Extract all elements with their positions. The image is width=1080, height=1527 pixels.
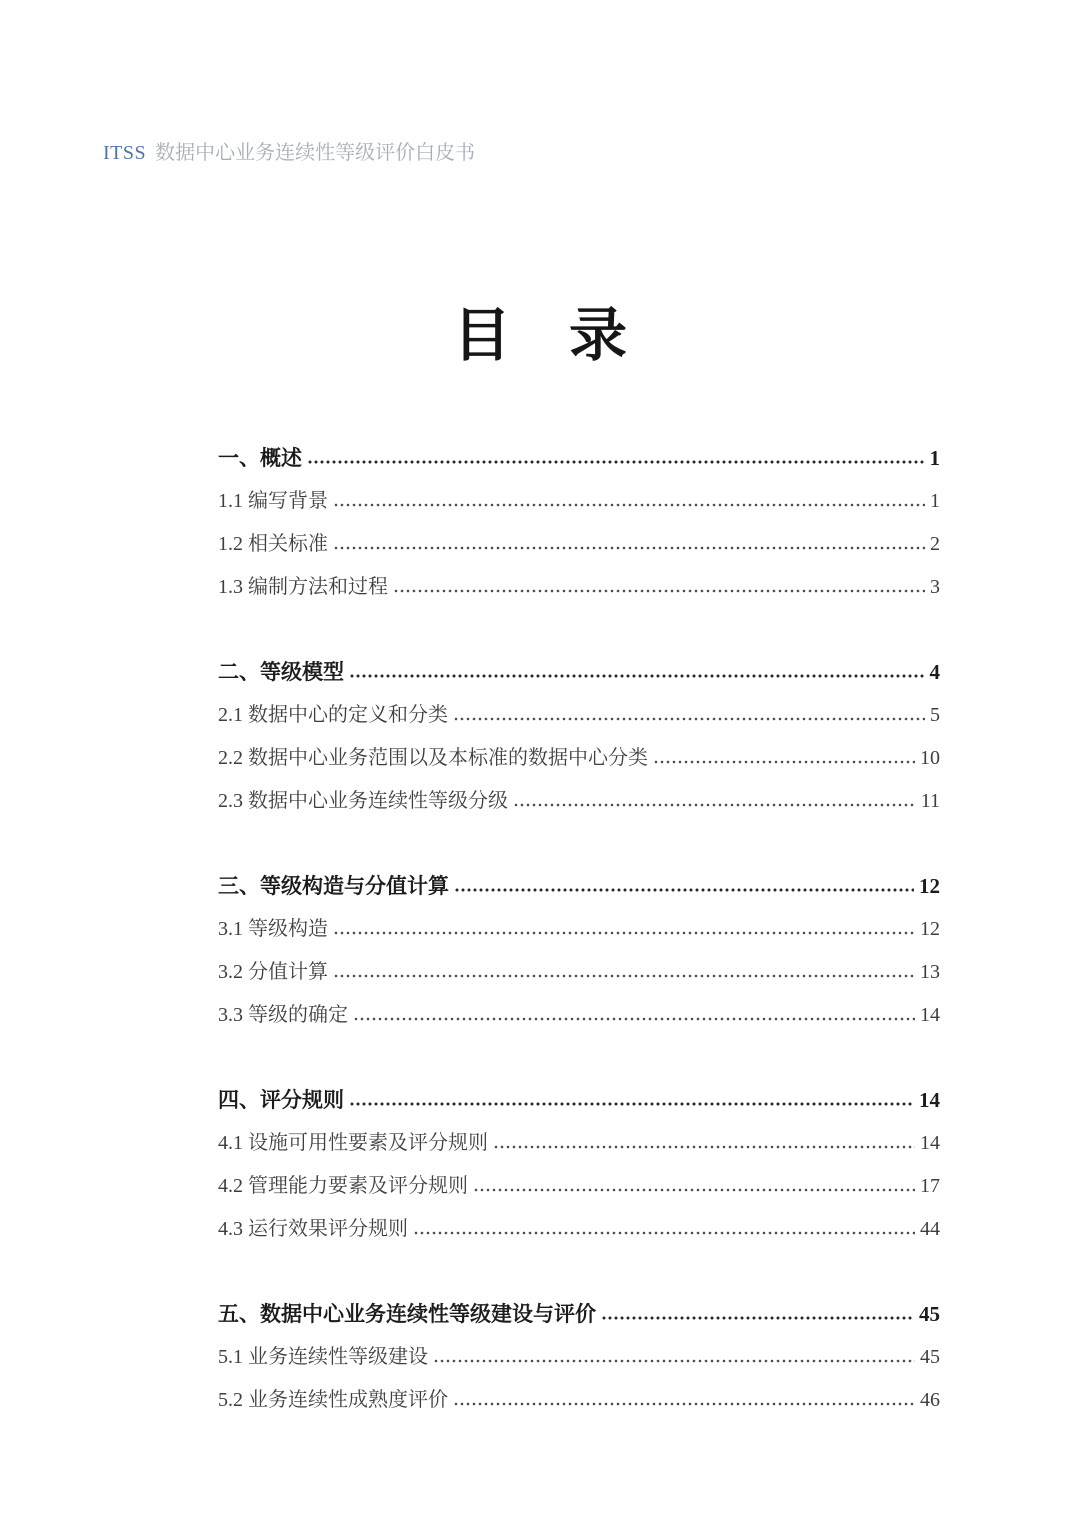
toc-entry-label: 1.3 编制方法和过程	[218, 576, 388, 598]
dot-leader	[414, 1231, 915, 1235]
toc-entry-page: 2	[930, 533, 940, 555]
toc-entry	[218, 471, 940, 514]
toc-section-heading	[218, 1070, 940, 1113]
section-gap	[218, 814, 940, 856]
toc-entry-label: 2.3 数据中心业务连续性等级分级	[218, 790, 508, 812]
toc-entry	[218, 1156, 940, 1199]
dot-leader	[494, 1145, 915, 1149]
toc-entry-page: 3	[930, 576, 940, 598]
dot-leader	[454, 717, 925, 721]
toc-entry-label: 一、概述	[218, 445, 302, 470]
toc-entry-page: 4	[929, 659, 940, 684]
dot-leader	[308, 460, 925, 464]
toc-entry	[218, 1113, 940, 1156]
toc-entry	[218, 942, 940, 985]
dot-leader	[434, 1359, 915, 1363]
toc-entry	[218, 685, 940, 728]
page-title: 目 录	[452, 303, 627, 368]
toc-entry	[218, 985, 940, 1028]
toc-entry-page: 1	[930, 490, 940, 512]
toc-entry-label: 4.3 运行效果评分规则	[218, 1218, 408, 1240]
toc-entry-label: 3.2 分值计算	[218, 961, 328, 983]
toc-entry-page: 5	[930, 704, 940, 726]
section-gap	[218, 1028, 940, 1070]
toc-entry-label: 4.1 设施可用性要素及评分规则	[218, 1132, 488, 1154]
toc-entry	[218, 1327, 940, 1370]
dot-leader	[514, 803, 916, 807]
toc-entry	[218, 899, 940, 942]
toc-entry-label: 四、评分规则	[218, 1087, 344, 1112]
toc-entry-page: 45	[919, 1301, 940, 1326]
dot-leader	[334, 974, 915, 978]
dot-leader	[350, 1102, 914, 1106]
toc-entry-label: 二、等级模型	[218, 659, 344, 684]
toc-entry-page: 17	[920, 1175, 940, 1197]
toc-entry-label: 1.2 相关标准	[218, 533, 328, 555]
header-title: 数据中心业务连续性等级评价白皮书	[155, 142, 476, 164]
toc-entry-page: 14	[920, 1132, 940, 1154]
toc-entry-label: 2.2 数据中心业务范围以及本标准的数据中心分类	[218, 747, 648, 769]
toc-entry-page: 1	[929, 445, 940, 470]
toc-entry-label: 三、等级构造与分值计算	[218, 873, 449, 898]
toc-section-heading	[218, 1284, 940, 1327]
toc-entry-page: 45	[920, 1346, 940, 1368]
document-header	[103, 136, 475, 165]
toc-entry	[218, 1199, 940, 1242]
toc-entry-page: 44	[920, 1218, 940, 1240]
toc-entry-page: 10	[920, 747, 940, 769]
dot-leader	[474, 1188, 915, 1192]
toc-entry	[218, 514, 940, 557]
toc-entry	[218, 771, 940, 814]
toc-entry-label: 4.2 管理能力要素及评分规则	[218, 1175, 468, 1197]
dot-leader	[455, 888, 914, 892]
dot-leader	[602, 1316, 914, 1320]
toc-entry-label: 3.1 等级构造	[218, 918, 328, 940]
dot-leader	[334, 546, 925, 550]
toc-entry	[218, 557, 940, 600]
toc-entry-page: 12	[919, 873, 940, 898]
toc-section-heading	[218, 428, 940, 471]
section-gap	[218, 600, 940, 642]
dot-leader	[350, 674, 925, 678]
toc-entry-page: 11	[920, 790, 940, 812]
table-of-contents	[218, 428, 940, 1413]
toc-entry	[218, 728, 940, 771]
toc-entry-label: 5.2 业务连续性成熟度评价	[218, 1389, 448, 1411]
toc-entry-label: 3.3 等级的确定	[218, 1004, 348, 1026]
toc-entry-label: 5.1 业务连续性等级建设	[218, 1346, 428, 1368]
toc-entry-label: 五、数据中心业务连续性等级建设与评价	[218, 1301, 596, 1326]
toc-entry-page: 46	[920, 1389, 940, 1411]
toc-section-heading	[218, 642, 940, 685]
dot-leader	[334, 931, 915, 935]
toc-entry	[218, 1370, 940, 1413]
dot-leader	[454, 1402, 915, 1406]
toc-section-heading	[218, 856, 940, 899]
toc-entry-page: 13	[920, 961, 940, 983]
toc-entry-page: 12	[920, 918, 940, 940]
toc-entry-label: 2.1 数据中心的定义和分类	[218, 704, 448, 726]
toc-entry-page: 14	[919, 1087, 940, 1112]
toc-entry-label: 1.1 编写背景	[218, 490, 328, 512]
dot-leader	[354, 1017, 915, 1021]
brand-itss: ITSS	[103, 142, 147, 164]
section-gap	[218, 1242, 940, 1284]
toc-entry-page: 14	[920, 1004, 940, 1026]
dot-leader	[654, 760, 915, 764]
dot-leader	[394, 589, 925, 593]
dot-leader	[334, 503, 925, 507]
